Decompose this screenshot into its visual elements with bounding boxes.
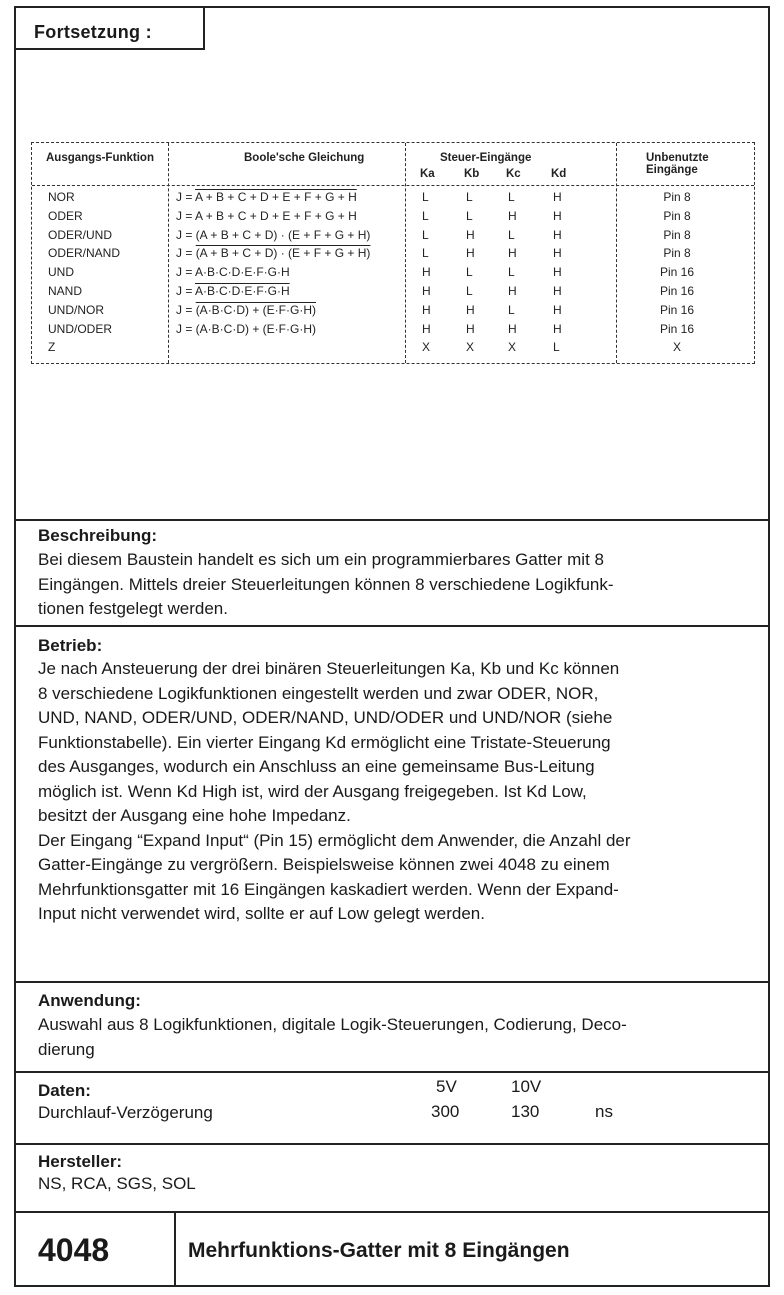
table-cell-equation [176,207,357,226]
text-line: UND, NAND, ODER/UND, ODER/NAND, UND/ODER und UND/NOR (siehe [38,708,613,727]
table-cell-equation [176,282,290,301]
table-cell-kc: L [508,265,515,280]
table-cell-function: UND/ODER [48,321,113,336]
text-line: Je nach Ansteuerung der drei binären Steuerleitungen Ka, Kb und Kc können [38,659,620,678]
table-cell-unused: Pin 16 [659,265,695,280]
table-cell-kd: H [553,321,562,336]
part-number: 4048 [38,1232,110,1268]
table-cell-ka: L [422,227,429,242]
table-cell-kb: L [466,265,473,280]
hersteller-title: Hersteller: [38,1152,123,1171]
daten-row-10v: 130 [511,1102,540,1121]
beschreibung-title: Beschreibung: [38,526,158,545]
table-cell-kd: H [553,284,562,298]
table-cell-ka: H [422,302,431,317]
table-cell-ka: X [422,340,431,355]
divider [14,1071,770,1073]
equation-part: J = [176,284,196,298]
table-cell-kc: X [508,340,517,355]
table-cell-function: UND/NOR [48,302,104,317]
equation-negated-part: (A·B·C·D) + (E·F·G·H) [195,302,316,317]
header-tab-label: Fortsetzung : [34,22,152,42]
th-ka: Ka [420,168,435,180]
th-unused: Unbenutzte Eingänge [646,152,709,176]
equation-part: J = (A + B + C + D) · (E + F + G + H) [176,227,371,242]
col-sep [168,143,169,363]
table-cell-ka: H [422,265,431,280]
header-tab [14,6,205,50]
table-cell-kd: H [553,227,562,242]
table-cell-ka: L [422,246,429,261]
table-cell-unused: Pin 16 [659,302,695,317]
text-line: Mehrfunktionsgatter mit 16 Eingängen kaskadiert werden. Wenn der Expand- [38,879,619,899]
table-cell-function: ODER [48,208,83,223]
text-line: Funktionstabelle). Ein vierter Eingang Kd ermöglicht eine Tristate-Steuerung [38,732,611,752]
text-line: besitzt der Ausgang eine hohe Impedanz. [38,806,351,825]
table-cell-kd: H [553,265,562,280]
daten-title: Daten: [38,1081,91,1100]
divider [14,1211,770,1213]
part-title: Mehrfunktions-Gatter mit 8 Eingängen [188,1239,570,1262]
table-cell-kb: L [466,190,473,204]
text-line: Der Eingang “Expand Input“ (Pin 15) ermöglicht dem Anwender, die Anzahl der [38,830,631,850]
th-equation: Boole'sche Gleichung [244,152,365,164]
daten-row-label: Durchlauf-Verzögerung [38,1103,213,1122]
th-kb: Kb [464,168,480,180]
table-cell-kb: L [466,208,473,223]
table-cell-kc: L [508,302,515,317]
table-cell-kc: L [508,227,515,242]
table-cell-function: UND [48,265,74,280]
divider [14,519,770,521]
table-cell-kb: H [466,321,475,336]
table-cell-equation [176,320,316,339]
equation-negated-part: A·B·C·D·E·F·G·H [195,284,290,298]
table-cell-kc: L [508,190,515,204]
table-cell-kc: H [508,321,517,336]
table-cell-kb: X [466,340,475,355]
daten-row-5v: 300 [431,1102,460,1121]
daten-col-10v: 10V [511,1077,542,1096]
beschreibung-text [38,548,614,622]
divider [14,1143,770,1145]
equation-negated-part: A + B + C + D + E + F + G + H [195,190,357,204]
text-line: Gatter-Eingänge zu vergrößern. Beispielsweise können zwei 4048 zu einem [38,855,610,874]
table-cell-function: ODER/UND [48,227,113,242]
equation-part: J = [176,246,196,261]
betrieb-title: Betrieb: [38,636,103,655]
table-cell-kc: H [508,208,517,223]
table-cell-kd: L [553,340,560,355]
text-line: des Ausganges, wodurch ein Anschluss an eine gemeinsame Bus-Leitung [38,757,595,776]
table-cell-function: NOR [48,190,75,204]
text-line: dierung [38,1039,95,1059]
text-line: Input nicht verwendet wird, sollte er auf Low gelegt werden. [38,904,485,923]
table-cell-unused: Pin 8 [663,208,691,223]
table-cell-equation [176,244,370,263]
table-cell-ka: L [422,208,429,223]
header-sep [32,185,754,186]
table-cell-ka: H [422,321,431,336]
betrieb-text [38,657,631,927]
table-cell-unused: Pin 8 [663,227,691,242]
th-kd: Kd [551,168,567,180]
table-cell-equation [176,226,370,245]
table-cell-kb: L [466,284,473,298]
table-cell-kb: H [466,302,475,317]
text-line: Bei diesem Baustein handelt es sich um ein programmierbares Gatter mit 8 [38,550,604,569]
function-table [31,142,755,364]
table-cell-function: Z [48,340,56,355]
table-cell-equation [176,301,316,320]
text-line: Auswahl aus 8 Logikfunktionen, digitale Logik-Steuerungen, Codierung, Deco- [38,1015,627,1034]
equation-part: J = A + B + C + D + E + F + G + H [176,208,357,223]
table-cell-unused: Pin 8 [663,190,691,204]
anwendung-title: Anwendung: [38,991,141,1010]
table-cell-equation [176,188,357,207]
anwendung-text [38,1013,627,1062]
footer-divider [174,1211,176,1287]
col-sep [616,143,617,363]
table-cell-function: ODER/NAND [48,246,121,261]
table-cell-unused: Pin 16 [659,321,695,336]
table-cell-unused: Pin 16 [659,284,695,298]
table-cell-kc: H [508,246,517,261]
divider [14,981,770,983]
equation-part: J = A·B·C·D·E·F·G·H [176,265,290,280]
text-line: möglich ist. Wenn Kd High ist, wird der Ausgang freigegeben. Ist Kd Low, [38,781,587,801]
table-cell-kd: H [553,246,562,261]
text-line: 8 verschiedene Logikfunktionen eingestellt werden und zwar ODER, NOR, [38,683,599,703]
table-cell-kc: H [508,284,517,298]
table-cell-kd: H [553,302,562,317]
table-cell-function: NAND [48,284,83,298]
daten-unit: ns [595,1102,613,1121]
th-steuer: Steuer-Eingänge [440,152,532,164]
table-cell-equation [176,263,290,282]
table-cell-unused: X [672,340,681,355]
equation-part: J = [176,190,196,204]
th-function: Ausgangs-Funktion [46,152,154,164]
table-cell-ka: H [422,284,431,298]
table-cell-ka: L [422,190,429,204]
table-cell-kb: H [466,246,475,261]
table-cell-unused: Pin 8 [663,246,691,261]
col-sep [405,143,406,363]
divider [14,625,770,627]
equation-part: J = (A·B·C·D) + (E·F·G·H) [176,321,316,336]
table-cell-kb: H [466,227,475,242]
text-line: tionen festgelegt werden. [38,599,228,618]
equation-negated-part: (A + B + C + D) · (E + F + G + H) [195,246,371,261]
equation-part: J = [176,302,196,317]
table-cell-kd: H [553,208,562,223]
daten-col-5v: 5V [436,1077,457,1096]
th-kc: Kc [506,168,521,180]
text-line: Eingängen. Mittels dreier Steuerleitungen können 8 verschiedene Logikfunk- [38,574,614,594]
table-cell-kd: H [553,190,562,204]
hersteller-text: NS, RCA, SGS, SOL [38,1174,196,1193]
